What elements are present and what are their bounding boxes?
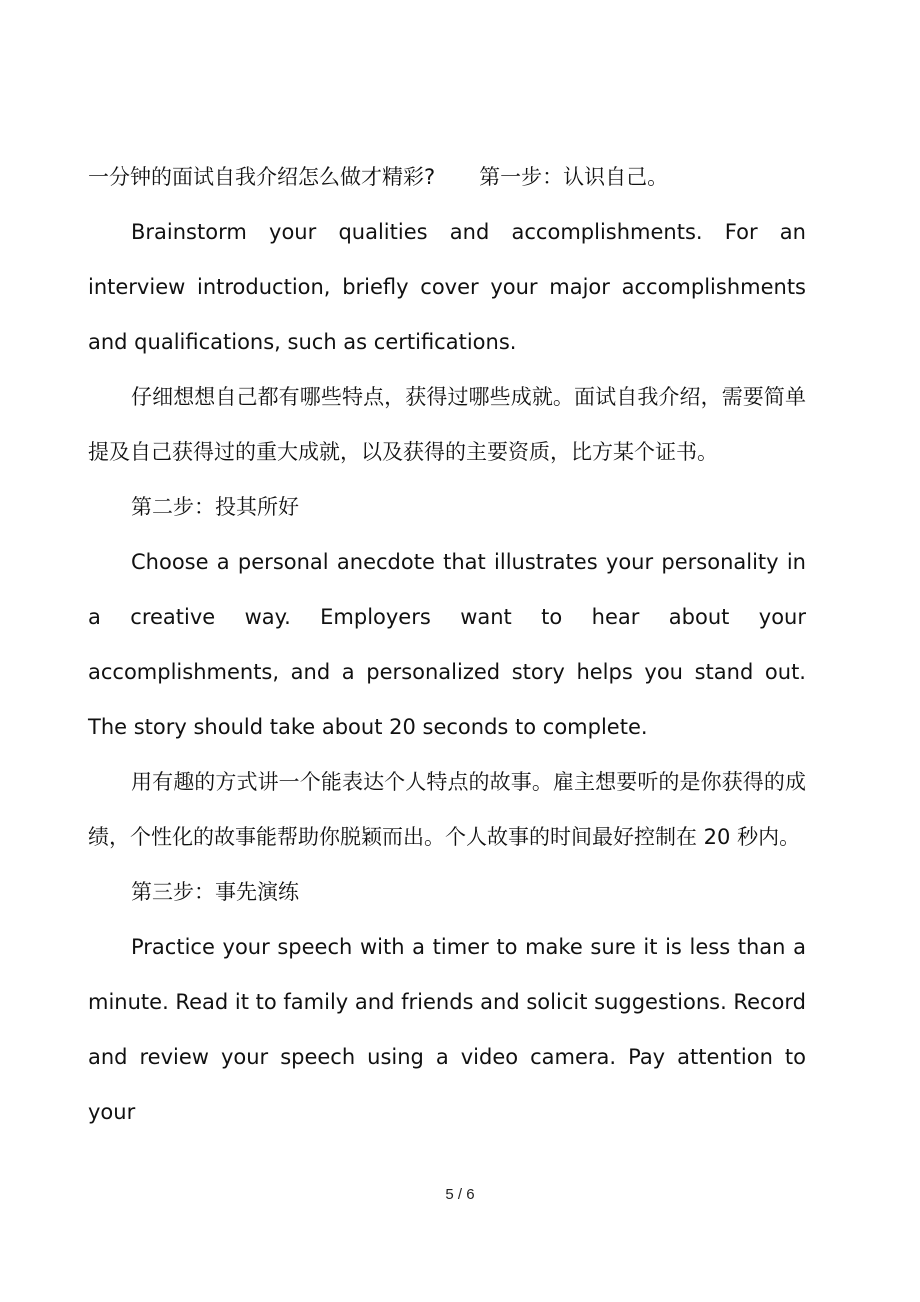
step3-heading: 第三步：事先演练: [131, 880, 299, 904]
step1-heading: 第一步：认识自己。: [479, 165, 669, 189]
paragraph-3-english: Practice your speech with a timer to make sure it is less than a minute. Read it to family and friends and solicit suggestions. Record and review your speech using a video camera. Pay attention to your: [88, 935, 806, 1124]
paragraph-2-english: Choose a personal anecdote that illustrates your personality in a creative way. Employers want to hear about your accomplishments, and a personalized story helps you stand out. The story should take about 20 seconds to complete.: [88, 550, 806, 739]
title-question: 一分钟的面试自我介绍怎么做才精彩?: [88, 165, 436, 189]
title-line: [88, 150, 806, 205]
page-number: 5 / 6: [445, 1186, 475, 1203]
document-body: [88, 150, 806, 1140]
paragraph-1-chinese: 仔细想想自己都有哪些特点，获得过哪些成就。面试自我介绍，需要简单提及自己获得过的重大成就，以及获得的主要资质，比方某个证书。: [88, 385, 806, 464]
paragraph-1-english: Brainstorm your qualities and accomplishments. For an interview introduction, briefly cover your major accomplishments and qualifications, such as certifications.: [88, 220, 806, 354]
paragraph-2-chinese: 用有趣的方式讲一个能表达个人特点的故事。雇主想要听的是你获得的成绩，个性化的故事能帮助你脱颖而出。个人故事的时间最好控制在 20 秒内。: [88, 770, 806, 849]
step2-heading: 第二步：投其所好: [131, 495, 299, 519]
